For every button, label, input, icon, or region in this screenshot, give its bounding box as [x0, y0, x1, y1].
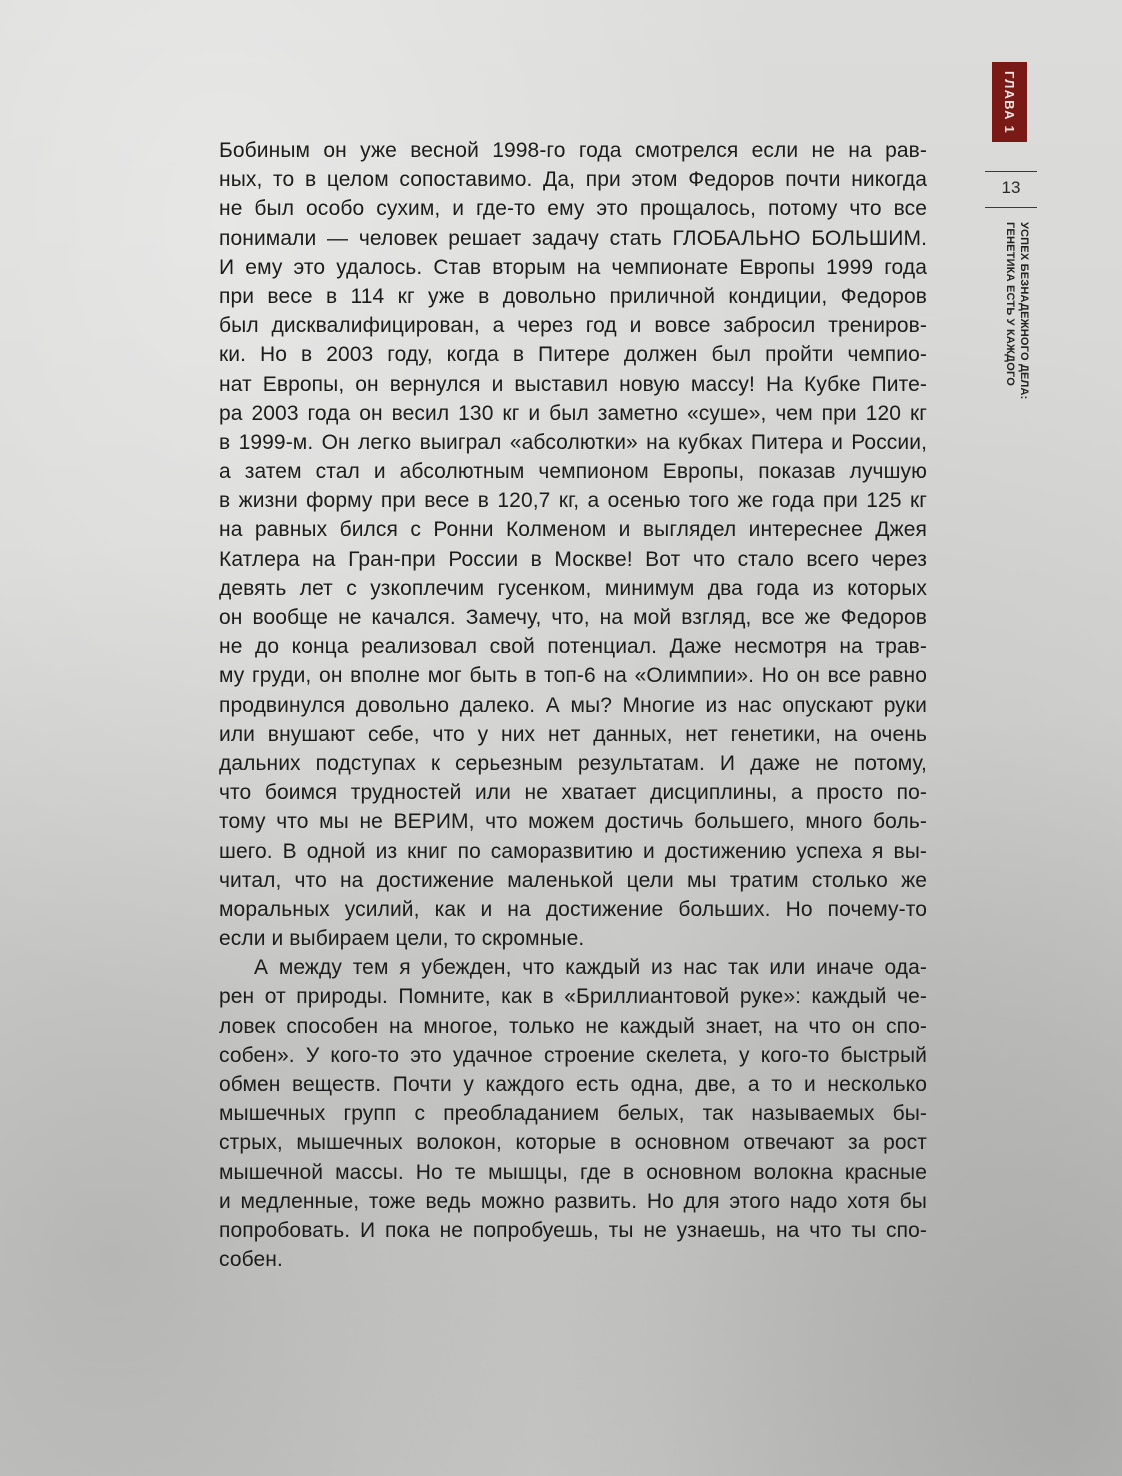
text-line: собен». У кого-то это удачное строение скелета, у кого-то быстрый	[219, 1043, 927, 1067]
text-line: обмен веществ. Почти у каждого есть одна, две, а то и несколько	[219, 1073, 927, 1096]
chapter-tab	[992, 62, 1027, 142]
text-line: дальних подступах к серьезным результатам. И даже не потому,	[219, 751, 927, 775]
text-line: И ему это удалось. Став вторым на чемпионате Европы 1999 года	[219, 255, 927, 279]
text-line: а затем стал и абсолютным чемпионом Европы, показав лучшую	[219, 460, 927, 484]
text-line: шего. В одной из книг по саморазвитию и достижению успеха я вы-	[219, 839, 927, 863]
text-line: если и выбираем цели, то скромные.	[219, 927, 585, 951]
text-line: А между тем я убежден, что каждый из нас так или иначе ода-	[254, 956, 927, 980]
text-line: на равных бился с Ронни Колменом и выглядел интереснее Джея	[219, 518, 927, 542]
text-line: попробовать. И пока не попробуешь, ты не узнаешь, на что ты спо-	[219, 1218, 927, 1242]
text-line: при весе в 114 кг уже в довольно приличной кондиции, Федоров	[219, 284, 927, 308]
text-line: мышечной массы. Но те мышцы, где в основном волокна красные	[219, 1160, 927, 1184]
text-line: стрых, мышечных волокон, которые в основном отвечают за рост	[219, 1131, 927, 1155]
page-number-rule-top	[985, 171, 1037, 172]
chapter-label: ГЛАВА 1	[1002, 70, 1017, 134]
text-line: ных, то в целом сопоставимо. Да, при этом Федоров почти никогда	[219, 168, 927, 192]
text-line: Катлера на Гран-при России в Москве! Вот что стало всего через	[219, 547, 927, 571]
text-line: в жизни форму при весе в 120,7 кг, а осенью того же года при 125 кг	[219, 489, 927, 513]
text-line: мышечных групп с преобладанием белых, так называемых бы-	[219, 1102, 927, 1126]
text-line: собен.	[219, 1248, 283, 1272]
text-line: был дисквалифицирован, а через год и вовсе забросил трениров-	[219, 314, 927, 338]
text-line: ловек способен на многое, только не каждый знает, на что он спо-	[219, 1014, 927, 1038]
text-line: моральных усилий, как и на достижение больших. Но почему-то	[219, 897, 927, 921]
text-line: продвинулся довольно далеко. А мы? Многие из нас опускают руки	[219, 693, 927, 717]
text-line: тому что мы не ВЕРИМ, что можем достичь большего, много боль-	[219, 810, 927, 834]
text-line: Бобиным он уже весной 1998-го года смотрелся если не на рав-	[219, 139, 927, 162]
text-line: не до конца реализовал свой потенциал. Даже несмотря на трав-	[219, 635, 927, 659]
text-line: и медленные, тоже ведь можно развить. Но для этого надо хотя бы	[219, 1189, 927, 1213]
text-line: му груди, он вполне мог быть в топ-6 на «Олимпии». Но он все равно	[219, 664, 927, 688]
text-line: он вообще не качался. Замечу, что, на мой взгляд, все же Федоров	[219, 606, 927, 629]
running-head-line-2: ГЕНЕТИКА ЕСТЬ У КАЖДОГО	[1004, 222, 1016, 387]
text-line: или внушают себе, что у них нет данных, нет генетики, на очень	[219, 722, 927, 746]
text-line: нат Европы, он вернулся и выставил новую массу! На Кубке Пите-	[219, 372, 927, 396]
text-line: ки. Но в 2003 году, когда в Питере должен был пройти чемпио-	[219, 343, 927, 367]
text-line: рен от природы. Помните, как в «Бриллиантовой руке»: каждый че-	[219, 985, 927, 1009]
text-line: ра 2003 года он весил 130 кг и был заметно «суше», чем при 120 кг	[219, 401, 927, 425]
text-line: читал, что на достижение маленькой цели мы тратим столько же	[219, 868, 927, 892]
text-line: что боимся трудностей или не хватает дисциплины, а просто по-	[219, 781, 927, 805]
text-line: в 1999-м. Он легко выиграл «абсолютки» на кубках Питера и России,	[219, 430, 927, 454]
running-head	[991, 222, 1031, 442]
page-number-rule-bottom	[985, 207, 1037, 208]
body-text	[219, 136, 927, 1274]
text-line: девять лет с узкоплечим гусенком, минимум два года из которых	[219, 576, 927, 600]
paragraph-1	[219, 136, 927, 953]
running-head-line-1: УСПЕХ БЕЗНАДЕЖНОГО ДЕЛА:	[1018, 222, 1030, 400]
text-line: не был особо сухим, и где-то ему это прощалось, потому что все	[219, 197, 927, 221]
page-number: 13	[1001, 178, 1021, 197]
paragraph-2	[219, 953, 927, 1274]
text-line: понимали — человек решает задачу стать ГЛОБАЛЬНО БОЛЬШИМ.	[219, 226, 927, 250]
